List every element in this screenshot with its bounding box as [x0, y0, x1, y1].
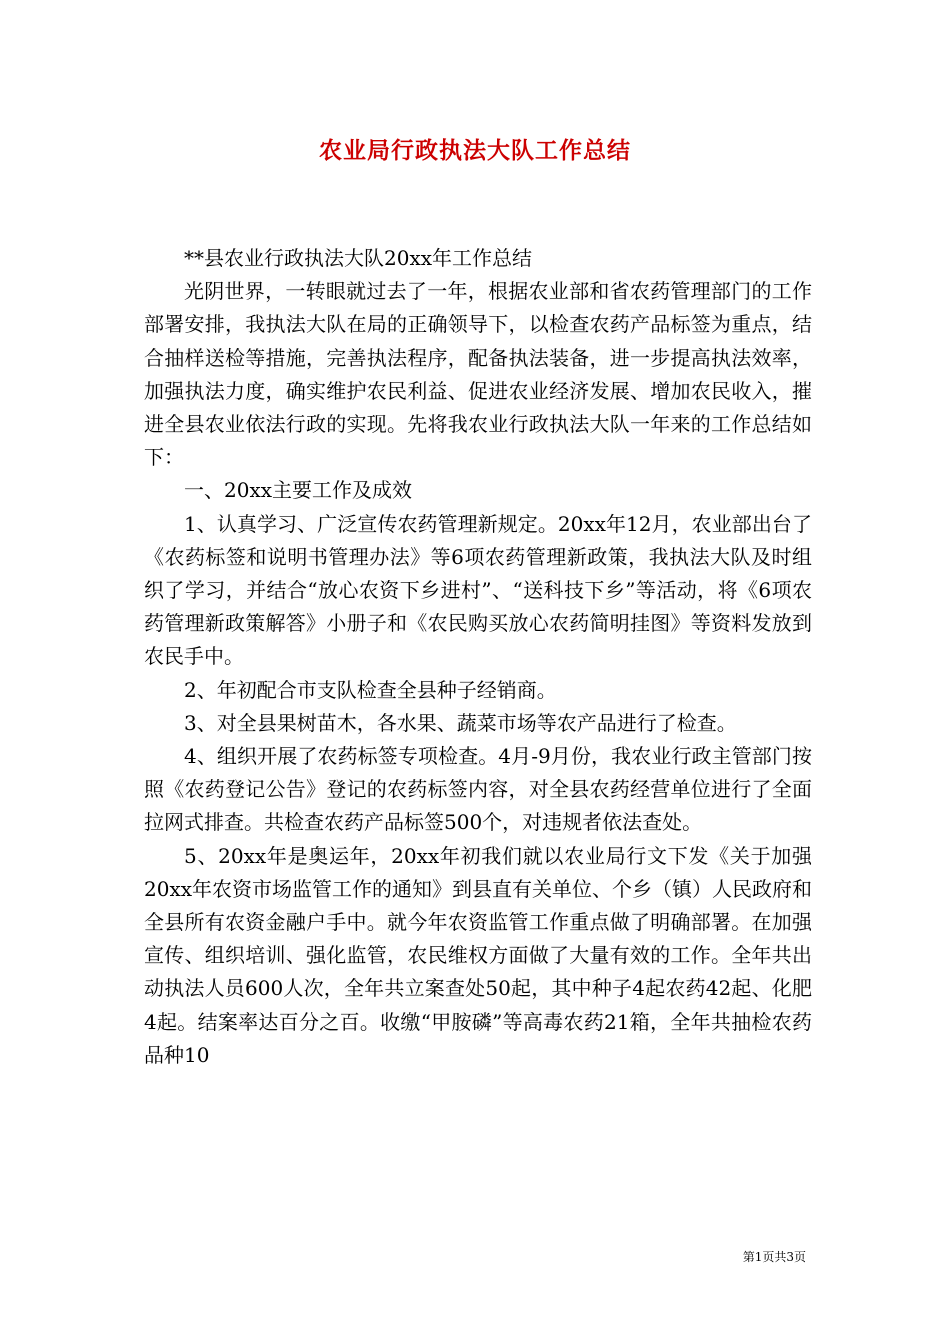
document-body — [144, 242, 812, 1072]
paragraph-intro: 光阴世界，一转眼就过去了一年，根据农业部和省农药管理部门的工作部署安排，我执法大队在局的正确领导下，以检查农药产品标签为重点，结合抽样送检等措施，完善执法程序，配备执法装备，进一步提高执法效率，加强执法力度，确实维护农民利益、促进农业经济发展、增加农民收入，摧进全县农业依法行政的实现。先将我农业行政执法大队一年来的工作总结如下： — [144, 279, 812, 470]
report-subtitle: **县农业行政执法大队20xx年工作总结 — [184, 246, 533, 270]
page-number: 第1页共3页 — [742, 1250, 806, 1264]
section-heading: 一、20xx主要工作及成效 — [184, 478, 413, 503]
paragraph-item-5: 5、20xx年是奥运年，20xx年初我们就以农业局行文下发《关于加强20xx年农资市场监管工作的通知》到县直有关单位、个乡（镇）人民政府和全县所有农资金融户手中。就今年农资监管工作重点做了明确部署。在加强宣传、组织培训、强化监管，农民维权方面做了大量有效的工作。全年共出动执法人员600人次，全年共立案查处50起，其中种子4起农药42起、化肥4起。结案率达百分之百。收缴“甲胺磷”等高毒农药21箱，全年共抽检农药品种10 — [144, 843, 813, 1067]
document-title: 农业局行政执法大队工作总结 — [319, 137, 631, 164]
paragraph-item-3: 3、对全县果树苗木，各水果、蔬菜市场等农产品进行了检查。 — [184, 710, 737, 735]
paragraph-item-2: 2、年初配合市支队检查全县种子经销商。 — [184, 677, 557, 702]
paragraph-item-1: 1、认真学习、广泛宣传农药管理新规定。20xx年12月，农业部出台了《农药标签和说明书管理办法》等6项农药管理新政策，我执法大队及时组织了学习，并结合“放心农资下乡进村”、“送科技下乡”等活动，将《6项农药管理新政策解答》小册子和《农民购买放心农药简明挂图》等资料发放到农民手中。 — [144, 511, 812, 669]
paragraph-item-4: 4、组织开展了农药标签专项检查。4月-9月份，我农业行政主管部门按照《农药登记公告》登记的农药标签内容，对全县农药经营单位进行了全面拉网式排查。共检查农药产品标签500个，对违规者依法查处。 — [144, 744, 812, 835]
